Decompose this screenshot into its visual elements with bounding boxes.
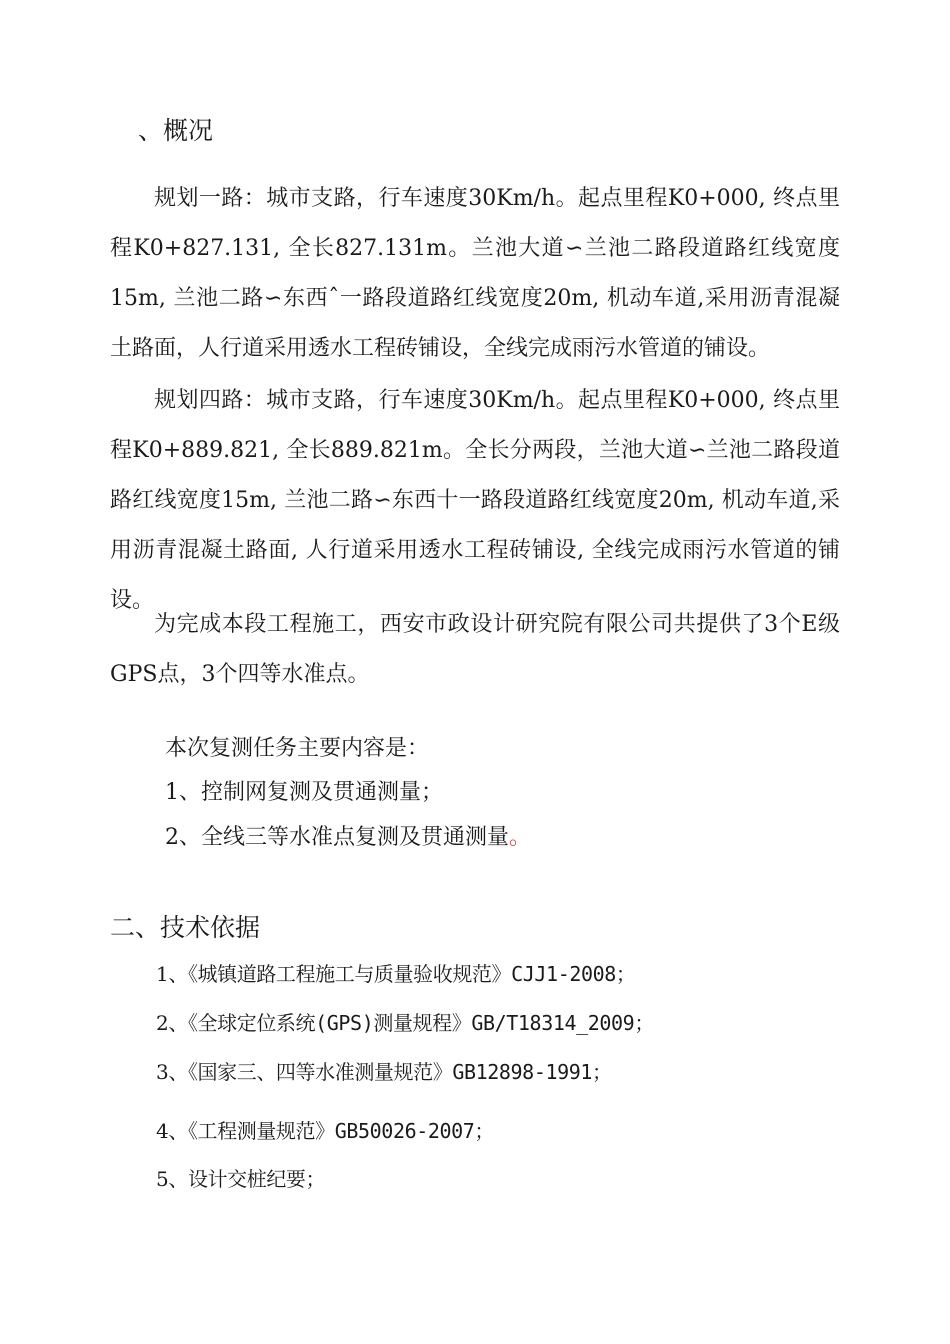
- tasks-intro: 本次复测任务主要内容是：: [165, 736, 430, 761]
- task-item-2-text: 2、全线三等水准点复测及贯通测量: [165, 825, 509, 850]
- reference-number: 5、: [156, 1167, 188, 1191]
- reference-number: 2、: [156, 1011, 188, 1035]
- reference-item: [156, 1116, 494, 1146]
- reference-text: 《全球定位系统(GPS)测量规程》GB/T18314_2009；: [187, 1011, 654, 1035]
- paragraph-road-4: 规划四路：城市支路，行车速度30Km/h。起点里程K0+000, 终点里程K0+889.821, 全长889.821m。全长分两段，兰池大道∽兰池二路段道路红线宽度15m, 兰池二路∽东西十一路段道路红线宽度20m, 机动车道,采用沥青混凝土路面, 人行道采用透水工程砖铺设, 全线完成雨污水管道的铺设。: [110, 388, 840, 613]
- reference-item: [156, 1057, 612, 1087]
- task-item-2: [165, 823, 531, 853]
- reference-number: 1、: [156, 962, 188, 986]
- reference-item: [156, 959, 636, 989]
- task-item-1: 1、控制网复测及贯通测量；: [165, 780, 443, 805]
- reference-item: [156, 1164, 325, 1194]
- reference-item: [156, 1008, 654, 1038]
- section-heading-overview: 、概况: [138, 116, 214, 145]
- task-item-2-period: 。: [509, 825, 532, 850]
- reference-number: 3、: [156, 1060, 188, 1084]
- reference-text: 《工程测量规范》GB50026-2007；: [187, 1119, 495, 1143]
- reference-text: 《城镇道路工程施工与质量验收规范》CJJ1-2008；: [187, 962, 636, 986]
- reference-text: 《国家三、四等水准测量规范》GB12898-1991；: [187, 1060, 612, 1084]
- paragraph-road-1: 规划一路：城市支路，行车速度30Km/h。起点里程K0+000, 终点里程K0+827.131, 全长827.131m。兰池大道∽兰池二路段道路红线宽度15m, 兰池二路∽东西ˆ一路段道路红线宽度20m, 机动车道,采用沥青混凝土路面，人行道采用透水工程砖铺设，全线完成雨污水管道的铺设。: [110, 186, 840, 361]
- reference-text: 设计交桩纪要；: [187, 1167, 326, 1191]
- reference-number: 4、: [156, 1119, 188, 1143]
- section-heading-technical-basis: 二、技术依据: [110, 913, 261, 942]
- paragraph-control-points: 为完成本段工程施工，西安市政设计研究院有限公司共提供了3个E级GPS点，3个四等水准点。: [110, 612, 840, 687]
